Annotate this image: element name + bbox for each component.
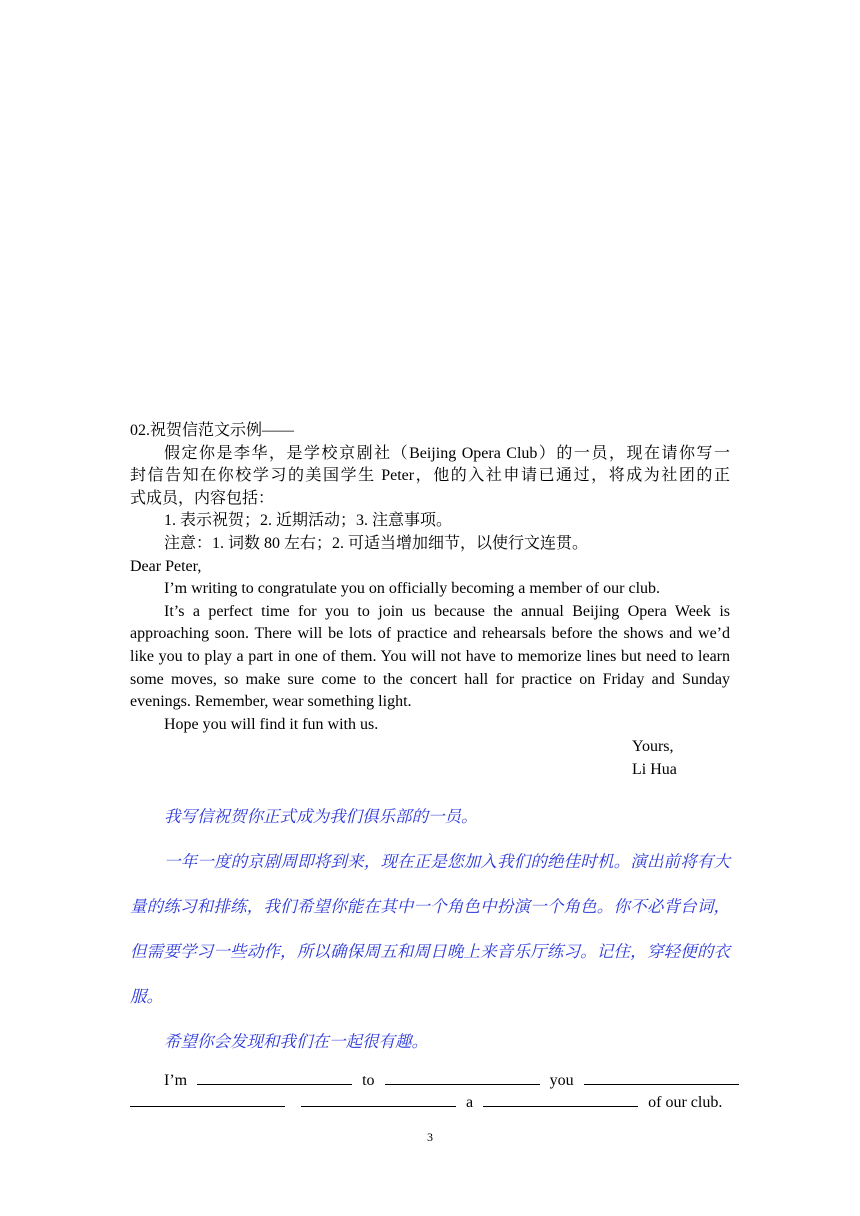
blank-1[interactable] <box>197 1070 352 1085</box>
letter-paragraph-2: It’s a perfect time for you to join us because the annual Beijing Opera Week is approaching soon. There will be lots of practice and rehearsals before the shows and we’d like you to play a part in one of them. You will not have to memorize lines but need to learn some moves, so make sure come to the concert hall for practice on Friday and Sunday evenings. Remember, wear something light. <box>130 602 730 711</box>
page-number: 3 <box>427 1130 433 1144</box>
prompt-line-1: 假定你是李华，是学校京剧社（Beijing Opera Club）的一员，现在请你写一 <box>164 444 730 462</box>
word-of-our-club: of our club. <box>648 1094 723 1112</box>
blank-6[interactable] <box>483 1092 638 1107</box>
prompt-notes: 注意：1. 词数 80 左右；2. 可适当增加细节，以使行文连贯。 <box>164 534 589 552</box>
letter-signature: Li Hua <box>632 760 677 778</box>
word-to: to <box>362 1071 375 1089</box>
translation-2: 一年一度的京剧周即将到来，现在正是您加入我们的绝佳时机。演出前将有大量的练习和排练，我们希望你能在其中一个角色中扮演一个角色。你不必背台词，但需要学习一些动作，所以确保周五和周日晚上来音乐厅练习。记住，穿轻便的衣服。 <box>130 851 730 1006</box>
section-heading: 02.祝贺信范文示例—— <box>130 422 295 439</box>
translation-1: 我写信祝贺你正式成为我们俱乐部的一员。 <box>164 806 478 826</box>
blank-5[interactable] <box>301 1092 456 1107</box>
prompt-line-2: 封信告知在你校学习的美国学生 Peter，他的入社申请已通过，将成为社团的正 <box>130 467 730 485</box>
word-im: I’m <box>164 1071 188 1089</box>
letter-paragraph-1: I’m writing to congratulate you on officially becoming a member of our club. <box>164 580 661 598</box>
document-body <box>130 420 730 1115</box>
letter-closing: Yours, <box>632 738 674 756</box>
prompt-points: 1. 表示祝贺；2. 近期活动；3. 注意事项。 <box>164 512 453 530</box>
letter-paragraph-3: Hope you will find it fun with us. <box>164 715 379 733</box>
translation-3: 希望你会发现和我们在一起很有趣。 <box>164 1031 428 1051</box>
prompt-line-3: 式成员，内容包括： <box>130 489 275 507</box>
word-you: you <box>549 1071 574 1089</box>
blank-3[interactable] <box>584 1070 739 1085</box>
fill-blank-line-2 <box>130 1092 730 1115</box>
blank-2[interactable] <box>385 1070 540 1085</box>
letter-greeting: Dear Peter, <box>130 557 202 575</box>
fill-blank-line-1 <box>130 1070 730 1093</box>
blank-4[interactable] <box>130 1092 285 1107</box>
word-a: a <box>466 1094 474 1112</box>
